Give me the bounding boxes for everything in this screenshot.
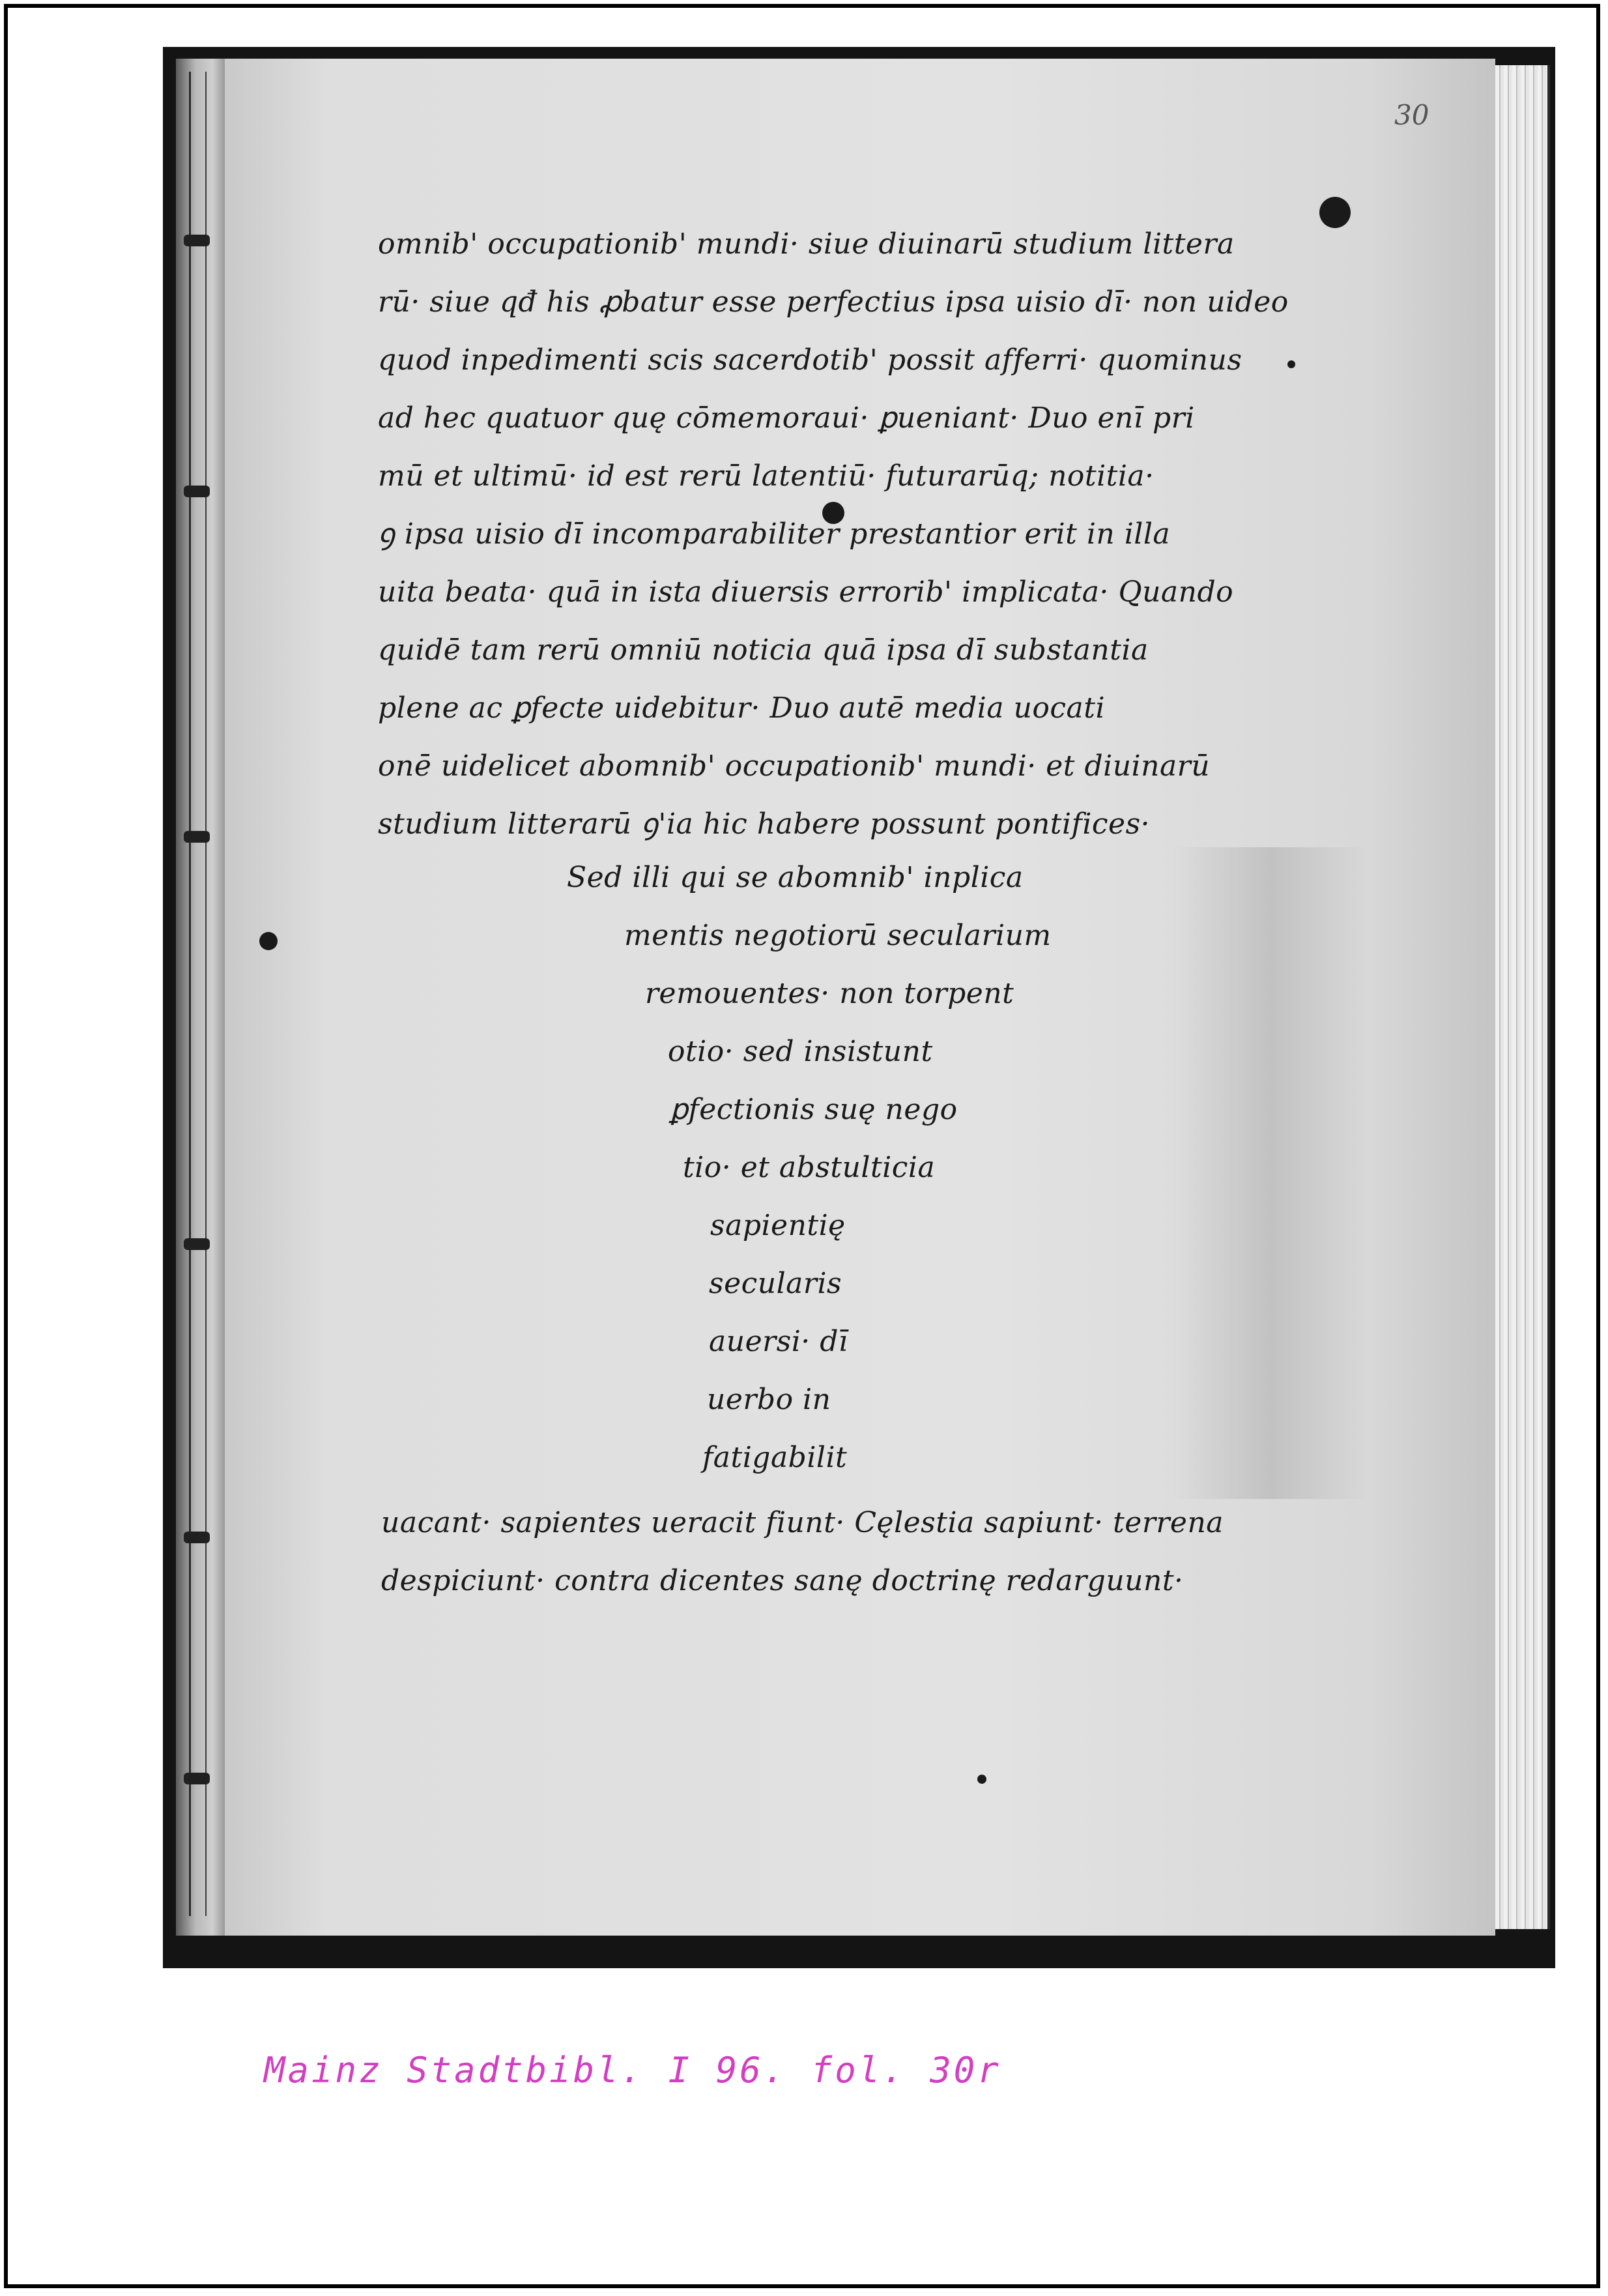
text-line: ꝑfectionis suę nego — [670, 1093, 958, 1126]
text-line: Sed illi qui se abomnib' inplica — [567, 861, 1024, 894]
ink-blot — [1319, 197, 1351, 228]
text-line: quidē tam rerū omniū noticia quā ipsa dī substantia — [378, 633, 1149, 667]
ink-blot — [977, 1775, 986, 1784]
binding-stitch — [184, 1238, 210, 1250]
text-line: otio· sed insistunt — [668, 1035, 933, 1068]
text-line: quod inpedimenti scis sacerdotib' possit afferri· quominus — [378, 343, 1242, 377]
text-line: despiciunt· contra dicentes sanę doctrinę redarguunt· — [381, 1564, 1184, 1597]
text-line: onē uidelicet abomnib' occupationib' mundi· et diuinarū — [378, 749, 1211, 783]
show-through-shadow — [1173, 847, 1368, 1499]
text-line: mū et ultimū· id est rerū latentiū· futurarūq; notitia· — [378, 459, 1155, 493]
text-line: rū· siue qđ his ꝓbatur esse perfectius ipsa uisio dī· non uideo — [378, 285, 1289, 319]
main-text-block — [378, 215, 1303, 853]
ink-blot — [259, 932, 278, 950]
text-line: ad hec quatuor quę cōmemoraui· ꝑueniant· Duo enī pri — [378, 401, 1195, 435]
text-line: mentis negotiorū secularium — [624, 919, 1052, 952]
text-line: ꝯ ipsa uisio dī incomparabiliter prestantior erit in illa — [378, 517, 1171, 551]
binding-stitch — [184, 235, 210, 246]
text-line: tio· et abstulticia — [683, 1151, 936, 1184]
text-line: sapientię — [710, 1209, 846, 1242]
text-line: auersi· dī — [709, 1325, 848, 1358]
text-line: uita beata· quā in ista diuersis errorib' implicata· Quando — [378, 575, 1234, 609]
text-line: fatigabilit — [702, 1441, 848, 1474]
page-fore-edge — [1495, 65, 1550, 1929]
binding-stitch — [184, 486, 210, 497]
folio-number: 30 — [1394, 99, 1429, 131]
text-line: studium litterarū ꝯ'ia hic habere possunt pontifices· — [378, 807, 1151, 841]
handwritten-caption: Mainz Stadtbibl. I 96. fol. 30r — [264, 2050, 1001, 2091]
binding-gutter — [189, 72, 207, 1916]
text-line: remouentes· non torpent — [645, 977, 1014, 1010]
text-line: secularis — [709, 1267, 842, 1300]
text-line: uerbo in — [707, 1383, 831, 1416]
binding-stitch — [184, 831, 210, 843]
text-line: omnib' occupationib' mundi· siue diuinarū studium littera — [378, 227, 1235, 261]
text-line: uacant· sapientes ueracit fiunt· Cęlestia sapiunt· terrena — [381, 1506, 1224, 1539]
text-line: plene ac ꝑfecte uidebitur· Duo autē media uocati — [378, 691, 1106, 725]
binding-stitch — [184, 1773, 210, 1784]
binding-stitch — [184, 1532, 210, 1543]
